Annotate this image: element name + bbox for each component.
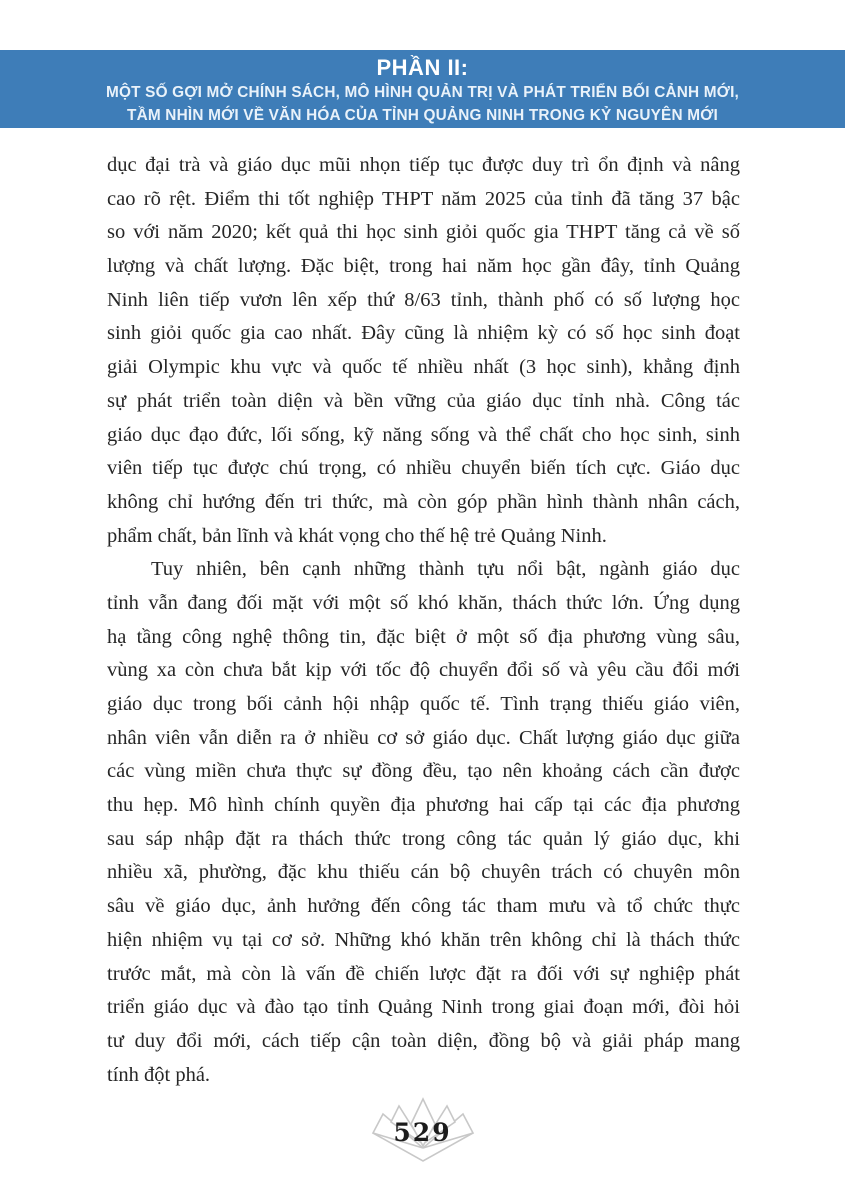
text-line: dục đại trà và giáo dục mũi nhọn tiếp tục được duy trì ổn định và nâng [107, 154, 740, 176]
text-line: so với năm 2020; kết quả thi học sinh giỏi quốc gia THPT tăng cả về số [107, 221, 740, 244]
text-line: tính đột phá. [107, 1063, 211, 1086]
text-line: giải Olympic khu vực và quốc tế nhiều nhất (3 học sinh), khẳng định [107, 356, 740, 379]
page-footer [0, 1096, 845, 1168]
text-line: Tuy nhiên, bên cạnh những thành tựu nổi bật, ngành giáo dục [151, 558, 740, 581]
page-number: 529 [393, 1118, 452, 1147]
text-line: sâu về giáo dục, ảnh hưởng đến công tác tham mưu và tổ chức thực [107, 895, 740, 918]
text-line: Ninh liên tiếp vươn lên xếp thứ 8/63 tỉnh, thành phố có số lượng học [107, 288, 740, 311]
text-line: nhiều xã, phường, đặc khu thiếu cán bộ chuyên trách có chuyên môn [107, 861, 740, 884]
text-line: giáo dục trong bối cảnh hội nhập quốc tế. Tình trạng thiếu giáo viên, [107, 693, 740, 715]
text-line: cao rõ rệt. Điểm thi tốt nghiệp THPT năm 2025 của tỉnh đã tăng 37 bậc [107, 187, 740, 210]
banner-subtitle-line2: TẦM NHÌN MỚI VỀ VĂN HÓA CỦA TỈNH QUẢNG NINH TRONG KỶ NGUYÊN MỚI [126, 107, 718, 124]
text-line: nhân viên vẫn diễn ra ở nhiều cơ sở giáo dục. Chất lượng giáo dục giữa [107, 726, 740, 749]
section-banner [0, 50, 845, 128]
text-line: sau sáp nhập đặt ra thách thức trong công tác quản lý giáo dục, khi [107, 827, 740, 850]
text-line: các vùng miền chưa thực sự đồng đều, tạo nên khoảng cách cần được [107, 760, 740, 783]
text-line: tỉnh vẫn đang đối mặt với một số khó khăn, thách thức lớn. Ứng dụng [107, 591, 740, 614]
text-line: triển giáo dục và đào tạo tỉnh Quảng Ninh trong giai đoạn mới, đòi hỏi [107, 996, 740, 1019]
page-body-text [107, 149, 740, 1092]
text-line: lượng và chất lượng. Đặc biệt, trong hai năm học gần đây, tỉnh Quảng [107, 255, 740, 278]
part-title: PHẦN II: [376, 55, 469, 80]
text-line: phẩm chất, bản lĩnh và khát vọng cho thế hệ trẻ Quảng Ninh. [107, 524, 607, 547]
text-line: tư duy đổi mới, cách tiếp cận toàn diện, đồng bộ và giải pháp mang [107, 1029, 740, 1052]
banner-subtitle-line1: MỘT SỐ GỢI MỞ CHÍNH SÁCH, MÔ HÌNH QUẢN TRỊ VÀ PHÁT TRIỂN BỐI CẢNH MỚI, [105, 84, 740, 101]
text-line: hạ tầng công nghệ thông tin, đặc biệt ở một số địa phương vùng sâu, [107, 625, 740, 648]
text-line: vùng xa còn chưa bắt kịp với tốc độ chuyển đổi số và yêu cầu đổi mới [107, 659, 740, 682]
text-line: thu hẹp. Mô hình chính quyền địa phương hai cấp tại các địa phương [107, 794, 740, 817]
text-line: không chỉ hướng đến tri thức, mà còn góp phần hình thành nhân cách, [107, 490, 740, 513]
text-line: hiện nhiệm vụ tại cơ sở. Những khó khăn trên không chỉ là thách thức [107, 928, 740, 951]
text-line: sự phát triển toàn diện và bền vững của giáo dục tỉnh nhà. Công tác [107, 389, 740, 412]
text-line: trước mắt, mà còn là vấn đề chiến lược đặt ra đối với sự nghiệp phát [107, 962, 740, 985]
text-line: giáo dục đạo đức, lối sống, kỹ năng sống và thể chất cho học sinh, sinh [107, 423, 740, 446]
text-line: viên tiếp tục được chú trọng, có nhiều chuyển biến tích cực. Giáo dục [107, 457, 740, 480]
text-line: sinh giỏi quốc gia cao nhất. Đây cũng là nhiệm kỳ có số học sinh đoạt [107, 322, 740, 345]
